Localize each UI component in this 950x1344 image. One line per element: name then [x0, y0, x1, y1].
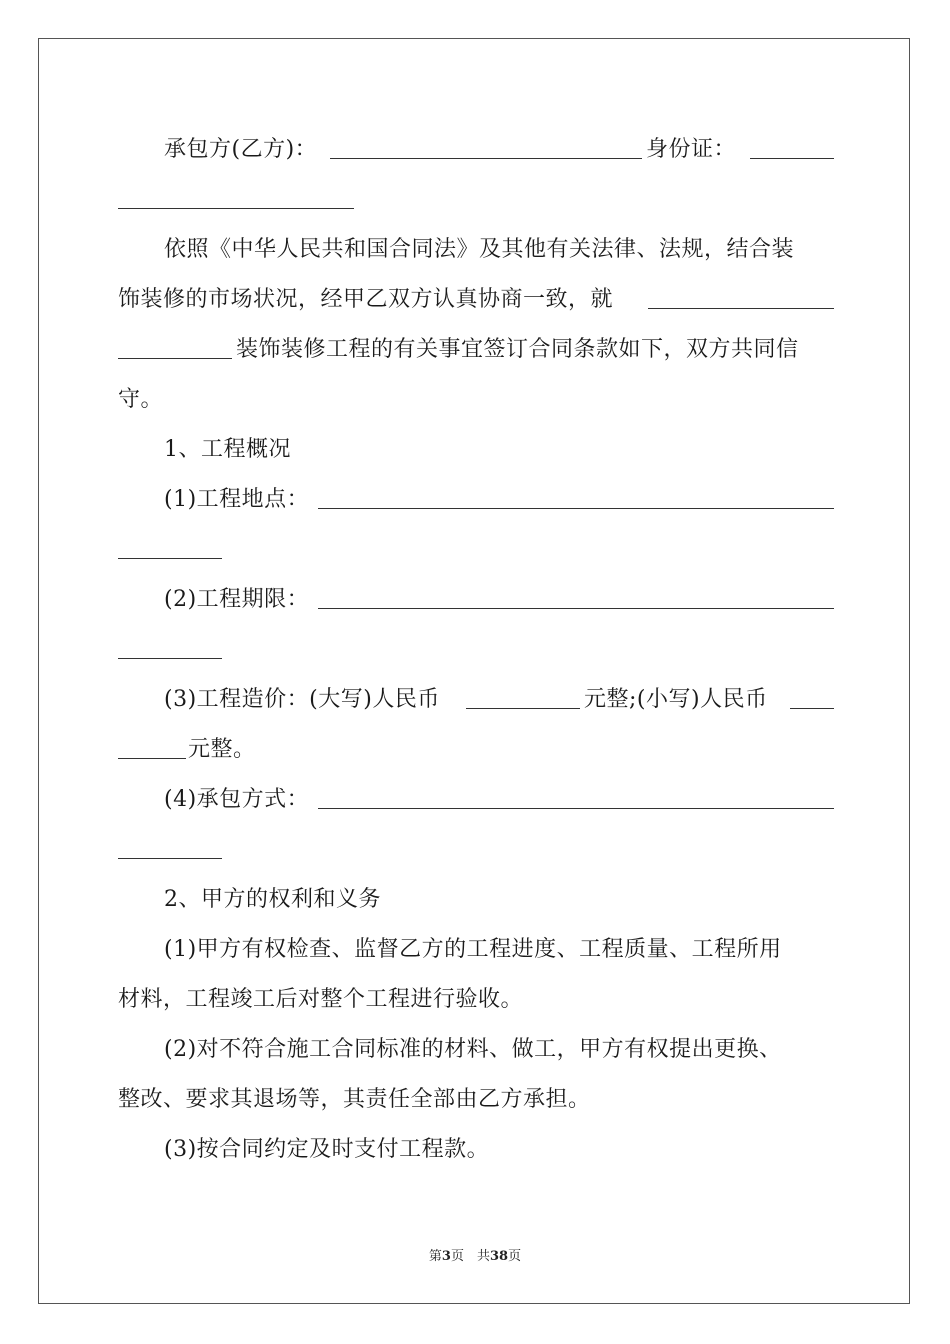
method-blank-1 [318, 808, 834, 809]
item-cost-c: 元整。 [188, 737, 256, 762]
method-blank-2 [118, 858, 222, 859]
item-method: (4)承包方式： [164, 787, 310, 812]
footer-mid: 页 共 [450, 1249, 490, 1264]
right-1-line-1: (1)甲方有权检查、监督乙方的工程进度、工程质量、工程所用 [164, 937, 782, 962]
period-blank-1 [318, 608, 834, 609]
period-blank-2 [118, 658, 222, 659]
page-number: 3 [441, 1249, 451, 1264]
project-name-blank-2 [118, 358, 232, 359]
contractor-blank [330, 158, 642, 159]
cost-lower-blank-1 [790, 708, 834, 709]
page-footer [0, 1245, 950, 1264]
right-3-line: (3)按合同约定及时支付工程款。 [164, 1137, 490, 1162]
id-blank-1 [750, 158, 834, 159]
project-name-blank-1 [648, 308, 834, 309]
location-blank-2 [118, 558, 222, 559]
section-1-heading: 1、工程概况 [164, 437, 291, 462]
cost-upper-blank [466, 708, 580, 709]
item-period: (2)工程期限： [164, 587, 310, 612]
id-label: 身份证： [646, 137, 737, 162]
cost-lower-blank-2 [118, 758, 186, 759]
footer-suffix: 页 [508, 1249, 522, 1264]
para-basis-line-1: 依照《中华人民共和国合同法》及其他有关法律、法规，结合装 [164, 237, 795, 262]
para-basis-line-4: 守。 [118, 387, 164, 412]
section-2-heading: 2、甲方的权利和义务 [164, 887, 381, 912]
id-line [646, 135, 766, 165]
contractor-label: 承包方(乙方)： [164, 137, 318, 162]
id-blank-2 [118, 208, 354, 209]
item-cost-a: (3)工程造价：(大写)人民币 [164, 687, 440, 712]
location-blank-1 [318, 508, 834, 509]
right-2-line-2: 整改、要求其退场等，其责任全部由乙方承担。 [118, 1087, 591, 1112]
para-basis-text-2: 饰装修的市场状况，经甲乙双方认真协商一致，就 [118, 287, 614, 312]
item-location: (1)工程地点： [164, 487, 310, 512]
page-total: 38 [489, 1249, 509, 1264]
right-2-line-1: (2)对不符合施工合同标准的材料、做工，甲方有权提出更换、 [164, 1037, 782, 1062]
right-1-line-2: 材料，工程竣工后对整个工程进行验收。 [118, 987, 524, 1012]
item-cost-b: 元整;(小写)人民币 [584, 687, 768, 712]
para-basis-line-3: 装饰装修工程的有关事宜签订合同条款如下，双方共同信 [236, 337, 799, 362]
para-basis-line-2 [118, 285, 834, 315]
footer-prefix: 第 [428, 1249, 442, 1264]
